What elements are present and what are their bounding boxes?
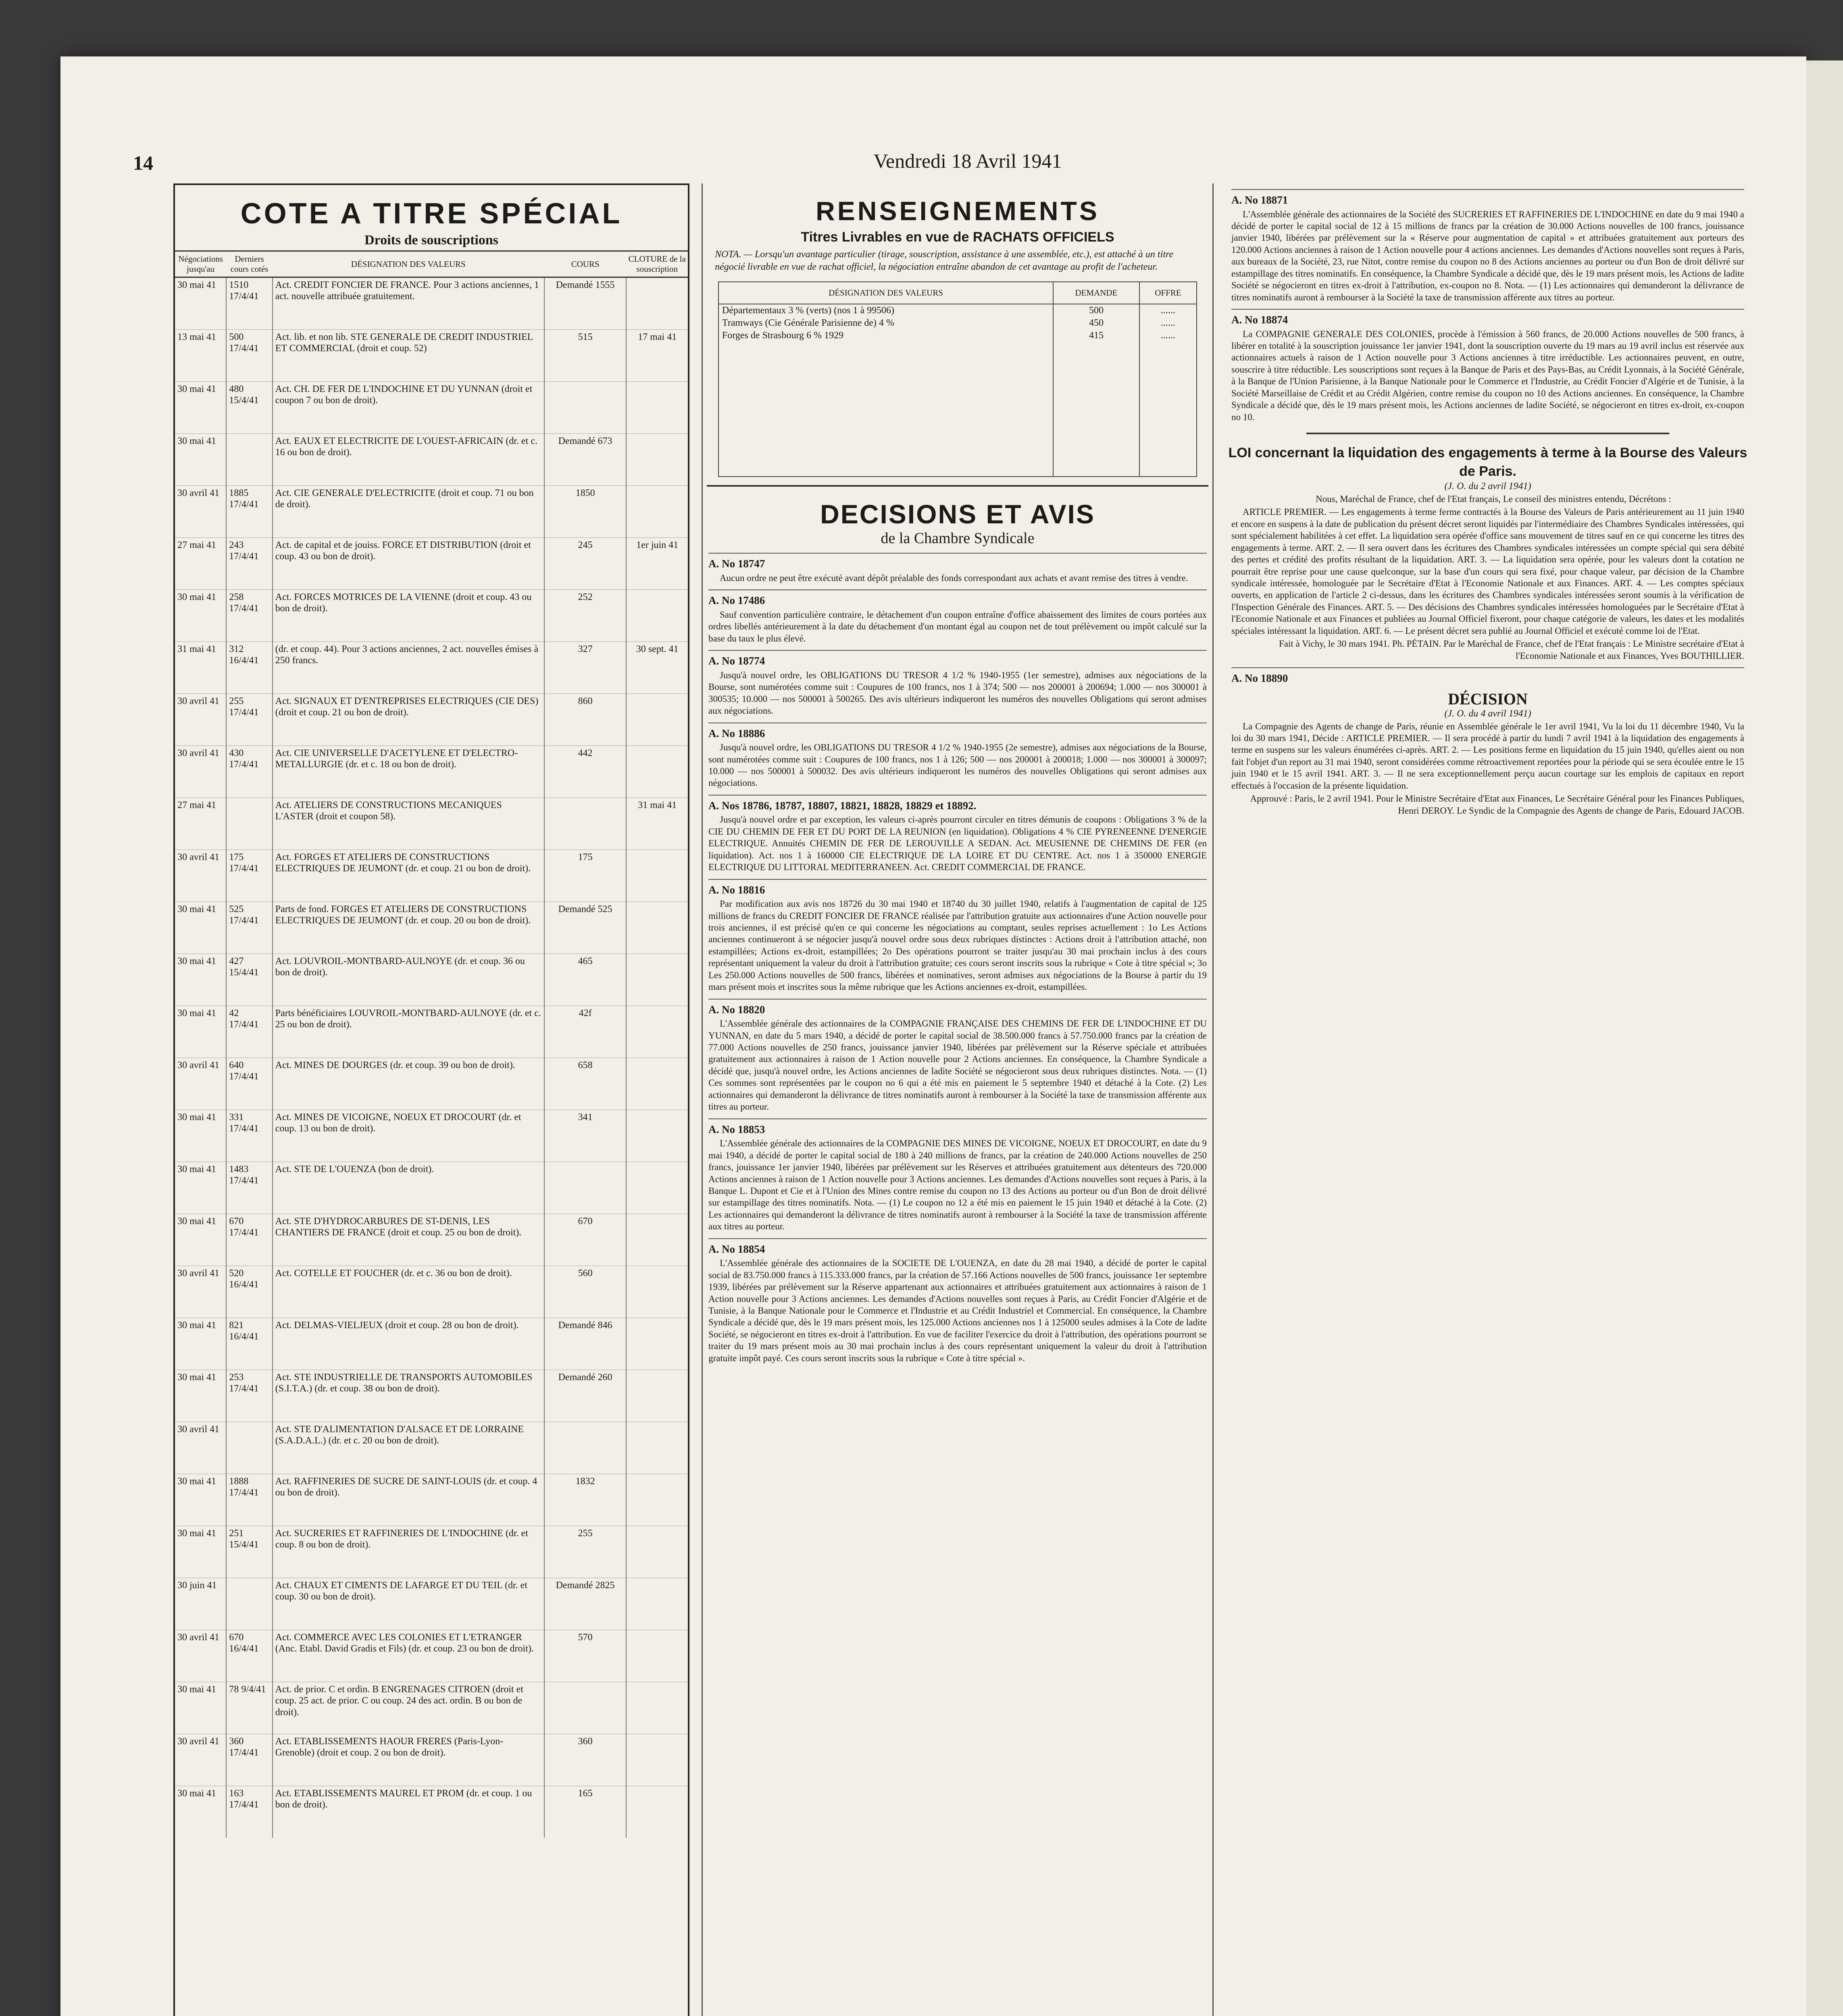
avis-number: A. No 18871: [1231, 189, 1744, 207]
cell-cloture: [626, 1526, 688, 1578]
table-row: [718, 329, 1197, 477]
cell-cours: Demandé 1555: [544, 277, 627, 330]
table-row: [175, 1370, 688, 1422]
cell-cours: [544, 1162, 627, 1214]
table-row: [175, 434, 688, 486]
cell-last: 427 15/4/41: [226, 954, 272, 1006]
cell-name: Act. COTELLE ET FOUCHER (dr. et c. 36 ou bon de droit).: [273, 1266, 544, 1318]
table-row: [175, 954, 688, 1006]
cell-cours: 860: [544, 694, 627, 746]
page-number: 14: [133, 152, 153, 174]
cell-date: 31 mai 41: [175, 642, 226, 694]
cote-subtitle: Droits de souscriptions: [364, 233, 498, 248]
table-row: [175, 1786, 688, 1838]
cell-date: 30 mai 41: [175, 1162, 226, 1214]
table-row: [175, 694, 688, 746]
cell-last: 480 15/4/41: [226, 382, 272, 434]
cell-name: Act. de capital et de jouiss. FORCE ET DISTRIBUTION (droit et coup. 43 ou bon de droit).: [273, 538, 544, 590]
avis-text: Aucun ordre ne peut être exécuté avant dépôt préalable des fonds correspondant aux achats et avant remise des titres à vendre.: [720, 573, 1188, 583]
cell-cours: 658: [544, 1058, 627, 1110]
avis-text: La COMPAGNIE GENERALE DES COLONIES, procède à l'émission à 560 francs, de 20.000 Actions nouvelles de 500 francs, à libérer en totalité à la souscription jouissance 1er janvier 1941, dont la souscription ouverte du 19 mars au 19 avril inclus est réservée aux actionnaires actuels à raison de 1 Action nouvelle pour 3 Actions anciennes à titre irréductible. Les actionnaires peuvent, en outre, souscrire à titre réductible. Les souscriptions sont reçues à la Banque de Paris et des Pays-Bas, au Crédit Lyonnais, à la Société Générale, à la Banque de l'Union Parisienne, à la Banque Nationale pour le Commerce et l'Industrie, au Crédit Foncier d'Algérie et de Tunisie, à la Société Marseillaise de Crédit et au Crédit Algérien, contre remise du coupon no 10 des Actions anciennes. En conséquence, la Chambre Syndicale a décidé que, dès le 19 mars présent mois, les Actions anciennes de ladite Société, se négocieront en titres ex-droit, ex-coupon no 10.: [1231, 329, 1744, 422]
cell-name: Act. CH. DE FER DE L'INDOCHINE ET DU YUNNAN (droit et coupon 7 ou bon de droit).: [273, 382, 544, 434]
cell-date: 30 mai 41: [175, 1006, 226, 1058]
right-column: [1226, 183, 1750, 2016]
cell-name: Act. RAFFINERIES DE SUCRE DE SAINT-LOUIS (dr. et coup. 4 ou bon de droit).: [273, 1474, 544, 1526]
cell-date: 30 mai 41: [175, 434, 226, 486]
cell-cloture: [626, 1214, 688, 1266]
cell-last: 1885 17/4/41: [226, 486, 272, 538]
cell-cours: 1850: [544, 486, 627, 538]
cell-cours: 252: [544, 590, 627, 642]
cell-cours: [544, 1682, 627, 1734]
cell-cours: 1832: [544, 1474, 627, 1526]
cell-date: 30 mai 41: [175, 590, 226, 642]
cell-cours: [544, 382, 627, 434]
cell-date: 30 juin 41: [175, 1578, 226, 1630]
col-header: COURS: [544, 251, 627, 277]
cell-cloture: [626, 1110, 688, 1162]
cell-cours: 42f: [544, 1006, 627, 1058]
cell-cloture: [626, 1474, 688, 1526]
decisions-title: DECISIONS ET AVIS: [820, 499, 1095, 529]
cell-date: 30 mai 41: [175, 1474, 226, 1526]
cell-name: Act. MINES DE VICOIGNE, NOEUX ET DROCOURT (dr. et coup. 13 ou bon de droit).: [273, 1110, 544, 1162]
cell-cours: 360: [544, 1734, 627, 1786]
cell-cloture: [626, 277, 688, 330]
cell-cloture: [626, 1578, 688, 1630]
cell-date: 30 mai 41: [175, 1370, 226, 1422]
col-header: Derniers cours cotés: [226, 251, 272, 277]
cell-date: 30 avril 41: [175, 1422, 226, 1474]
cell-name: Act. STE INDUSTRIELLE DE TRANSPORTS AUTOMOBILES (S.I.T.A.) (dr. et coup. 38 ou bon de droit).: [273, 1370, 544, 1422]
cell-last: 1510 17/4/41: [226, 277, 272, 330]
cell-offre: ......: [1139, 317, 1197, 329]
table-row: [175, 486, 688, 538]
cell-cloture: [626, 1370, 688, 1422]
avis-text: Jusqu'à nouvel ordre, les OBLIGATIONS DU TRESOR 4 1/2 % 1940-1955 (2e semestre), admises aux négociations de la Bourse, sont numérotées comme suit : Coupures de 100 francs, nos 1 à 126; 500 — nos 200001 à 200018; 1.000 — nos 300001 à 300097; 10.000 — nos 500001 à 500032. Des avis ultérieurs indiqueront les numéros des nouvelles Obligations qui seront admises aux négociations.: [708, 742, 1207, 788]
avis-number: A. No 18816: [708, 879, 1207, 897]
cell-cloture: [626, 850, 688, 902]
cell-last: 1888 17/4/41: [226, 1474, 272, 1526]
avis-number: A. No 18747: [708, 553, 1207, 571]
table-row: [175, 1526, 688, 1578]
cell-date: 30 avril 41: [175, 1266, 226, 1318]
cell-date: 30 mai 41: [175, 902, 226, 954]
cell-name: Parts de fond. FORGES ET ATELIERS DE CONSTRUCTIONS ELECTRIQUES DE JEUMONT (dr. et coup. 20 ou bon de droit).: [273, 902, 544, 954]
col-header: DEMANDE: [1053, 282, 1139, 304]
avis-number: A. No 18774: [708, 650, 1207, 668]
table-row: [175, 1318, 688, 1370]
cell-name: Act. ETABLISSEMENTS MAUREL ET PROM (dr. et coup. 1 ou bon de droit).: [273, 1786, 544, 1838]
cell-last: [226, 798, 272, 850]
cell-last: 331 17/4/41: [226, 1110, 272, 1162]
table-row: [718, 317, 1197, 329]
cell-demande: 415: [1053, 329, 1139, 477]
avis-text: L'Assemblée générale des actionnaires de la COMPAGNIE DES MINES DE VICOIGNE, NOEUX ET DROCOURT, en date du 9 mai 1940, a décidé de porter le capital social de 180 à 240 millions de francs, par la création de 240.000 Actions nouvelles de 250 francs, jouissance 1er janvier 1940, libérées par prélèvement sur les Réserves et attribuées gratuitement aux détenteurs des 720.000 Actions anciennes à raison de 1 Action nouvelle pour 3 Actions anciennes. Les demandes d'Actions nouvelles sont reçues à Paris, à la Banque L. Dupont et Cie et à l'Union des Mines contre remise du coupon no 13 des Actions au porteur ou d'un Bon de droit délivré sur estampillage des titres nominatifs. Nota. — (1) Le coupon no 12 a été mis en paiement le 15 juin 1940 et détaché à la Cote. (2) Les actionnaires qui demanderont la délivrance de titres nominatifs auront à rembourser à la Société la taxe de transmission afférente aux titres au porteur.: [708, 1138, 1207, 1232]
decision-title: DÉCISION: [1448, 689, 1528, 708]
cell-cloture: [626, 1422, 688, 1474]
cote-column: [173, 183, 689, 2016]
cell-last: 163 17/4/41: [226, 1786, 272, 1838]
cell-cloture: [626, 694, 688, 746]
cell-cours: Demandé 260: [544, 1370, 627, 1422]
table-row: [175, 1578, 688, 1630]
cell-offre: ......: [1139, 304, 1197, 317]
cell-cloture: [626, 1162, 688, 1214]
cell-last: 1483 17/4/41: [226, 1162, 272, 1214]
avis-number: A. No 18886: [708, 723, 1207, 741]
decision-text: La Compagnie des Agents de change de Paris, réunie en Assemblée générale le 1er avril 1941, Vu la loi du 11 décembre 1940, Vu la loi du 30 mars 1941, Décide : ARTICLE PREMIER. — Il sera procédé à partir du lundi 7 avril 1941 à la liquidation des engagements à terme en suspens sur les valeurs énumérées ci-après. ART. 2. — Les positions ferme en liquidation du 15 juin 1940, qu'elles aient ou non fait l'objet d'un report au 31 mai 1940, seront considérées comme rétroactivement reportées pour la période qui se sera écoulée entre le 15 juin 1940 et le 15 avril 1941. ART. 3. — Il ne sera exceptionnellement perçu aucun courtage sur les emplois de capitaux en report effectués à l'occasion de la présente liquidation.: [1231, 721, 1744, 791]
decisions-subtitle: de la Chambre Syndicale: [881, 530, 1035, 547]
cell-name: Act. SUCRERIES ET RAFFINERIES DE L'INDOCHINE (dr. et coup. 8 ou bon de droit).: [273, 1526, 544, 1578]
cell-last: 78 9/4/41: [226, 1682, 272, 1734]
table-row: [175, 746, 688, 798]
cell-cours: 245: [544, 538, 627, 590]
decision-signature: Approuvé : Paris, le 2 avril 1941. Pour le Ministre Secrétaire d'Etat aux Finances, Le Secrétaire Général pour les Finances Publiques, Henri DEROY. Le Syndic de la Compagnie des Agents de change de Paris, Edouard JACOB.: [1250, 793, 1744, 816]
renseignements-column: [702, 183, 1214, 2016]
cell-cours: 560: [544, 1266, 627, 1318]
cell-name: Act. STE D'HYDROCARBURES DE ST-DENIS, LES CHANTIERS DE FRANCE (droit et coup. 25 ou bon de droit).: [273, 1214, 544, 1266]
cell-last: [226, 1422, 272, 1474]
avis-number: A. No 18820: [708, 999, 1207, 1017]
cell-date: 30 mai 41: [175, 277, 226, 330]
right-avis-list: [1226, 189, 1750, 423]
cell-date: 30 avril 41: [175, 1630, 226, 1682]
cell-date: 30 avril 41: [175, 850, 226, 902]
next-page-edge: [1806, 60, 1843, 2016]
cell-cloture: [626, 902, 688, 954]
table-row: [175, 1058, 688, 1110]
table-row: [175, 1214, 688, 1266]
avis-number: A. No 18853: [708, 1118, 1207, 1137]
page-date: Vendredi 18 Avril 1941: [873, 150, 1062, 172]
cell-cours: 442: [544, 746, 627, 798]
col-header: DÉSIGNATION DES VALEURS: [273, 251, 544, 277]
table-row: [175, 1630, 688, 1682]
avis-text: L'Assemblée générale des actionnaires de la Société des SUCRERIES ET RAFFINERIES DE L'INDOCHINE en date du 9 mai 1940 a décidé de porter le capital social de 12 à 15 millions de francs par la création de 30.000 Actions nouvelles de 100 francs, jouissance janvier 1940, libérées par prélèvement sur la « Réserve pour augmentation de capital » et attribuées gratuitement aux porteurs des 120.000 Actions anciennes à raison de 1 Action nouvelle pour 4 actions anciennes. Les demandes d'Actions nouvelles sont reçues à Paris, aux bureaux de la Société, 23, rue Nitot, contre remise du coupon no 8 des Actions anciennes au porteur ou d'un Bon de droit délivré sur estampillage des titres nominatifs. En conséquence, la Chambre Syndicale a décidé que, dès le 19 mars présent mois, les Actions de ladite Société se négocieront en titres ex-droit à l'attribution, ex-coupon no 8. Nota. — (1) Les actionnaires qui demanderont la délivrance de titres nominatifs auront à rembourser à la Société la taxe de transmission afférente aux titres au porteur.: [1231, 209, 1744, 302]
cell-date: 30 mai 41: [175, 1318, 226, 1370]
cell-cours: 670: [544, 1214, 627, 1266]
cell-name: Act. EAUX ET ELECTRICITE DE L'OUEST-AFRICAIN (dr. et c. 16 ou bon de droit).: [273, 434, 544, 486]
cell-cloture: 31 mai 41: [626, 798, 688, 850]
cell-name: Act. STE DE L'OUENZA (bon de droit).: [273, 1162, 544, 1214]
table-row: [175, 850, 688, 902]
cell-name: Act. CHAUX ET CIMENTS DE LAFARGE ET DU TEIL (dr. et coup. 30 ou bon de droit).: [273, 1578, 544, 1630]
cell-cloture: [626, 1682, 688, 1734]
cell-cloture: [626, 486, 688, 538]
cell-date: 30 avril 41: [175, 1734, 226, 1786]
cell-name: Act. STE D'ALIMENTATION D'ALSACE ET DE LORRAINE (S.A.D.A.L.) (dr. et c. 20 ou bon de droit).: [273, 1422, 544, 1474]
rachats-table: [718, 281, 1197, 477]
cell-name: Act. de prior. C et ordin. B ENGRENAGES CITROEN (droit et coup. 25 act. de prior. C ou coup. 24 des act. ordin. B ou bon de droit).: [273, 1682, 544, 1734]
avis-text: Jusqu'à nouvel ordre et par exception, les valeurs ci-après pourront circuler en titres démunis de coupons : Obligations 3 % de la CIE DU CHEMIN DE FER ET DU PORT DE LA REUNION (en liquidation). Obligations 4 % CIE PYRENEENNE D'ENERGIE ELECTRIQUE. Annuités CHEMIN DE FER DE LEROUVILLE A SEDAN. Act. MEUSIENNE DE CHEMINS DE FER (en liquidation). Act. nos 1 à 160000 CIE ELECTRIQUE DE LA LOIRE ET DU CENTRE. Act. nos 1 à 350000 ENERGIE ELECTRIQUE DU LITTORAL MEDITERRANEEN. Act. CREDIT COMMERCIAL DE FRANCE.: [708, 814, 1207, 873]
cell-name: Act. ATELIERS DE CONSTRUCTIONS MECANIQUES L'ASTER (droit et coupon 58).: [273, 798, 544, 850]
cell-last: 640 17/4/41: [226, 1058, 272, 1110]
cell-last: 253 17/4/41: [226, 1370, 272, 1422]
cell-name: Parts bénéficiaires LOUVROIL-MONTBARD-AULNOYE (dr. et c. 25 ou bon de droit).: [273, 1006, 544, 1058]
cell-cloture: [626, 1266, 688, 1318]
cell-date: 30 mai 41: [175, 382, 226, 434]
cell-last: 258 17/4/41: [226, 590, 272, 642]
cell-cloture: [626, 1786, 688, 1838]
cell-date: 13 mai 41: [175, 330, 226, 382]
cell-name: Act. CIE GENERALE D'ELECTRICITE (droit et coup. 71 ou bon de droit).: [273, 486, 544, 538]
renseignements-title: RENSEIGNEMENTS: [816, 196, 1100, 226]
cell-date: 27 mai 41: [175, 798, 226, 850]
table-row: [175, 538, 688, 590]
cell-last: 243 17/4/41: [226, 538, 272, 590]
cell-cours: 327: [544, 642, 627, 694]
table-row: [175, 277, 688, 330]
table-row: [718, 304, 1197, 317]
cell-cours: Demandé 2825: [544, 1578, 627, 1630]
cell-cours: 515: [544, 330, 627, 382]
loi-source: (J. O. du 2 avril 1941): [1444, 481, 1531, 492]
cell-name: Départementaux 3 % (verts) (nos 1 à 99506): [718, 304, 1053, 317]
cell-cloture: [626, 1630, 688, 1682]
cell-cours: Demandé 846: [544, 1318, 627, 1370]
table-row: [175, 902, 688, 954]
cell-cloture: [626, 382, 688, 434]
cell-last: 520 16/4/41: [226, 1266, 272, 1318]
table-row: [175, 330, 688, 382]
cell-cours: 465: [544, 954, 627, 1006]
cell-date: 27 mai 41: [175, 538, 226, 590]
cell-cloture: [626, 1318, 688, 1370]
cell-cloture: [626, 746, 688, 798]
table-row: [175, 1006, 688, 1058]
cell-cloture: 1er juin 41: [626, 538, 688, 590]
cell-name: Act. FORGES ET ATELIERS DE CONSTRUCTIONS ELECTRIQUES DE JEUMONT (dr. et coup. 21 ou bon de droit).: [273, 850, 544, 902]
cell-cloture: [626, 1058, 688, 1110]
cell-last: 312 16/4/41: [226, 642, 272, 694]
cell-last: 360 17/4/41: [226, 1734, 272, 1786]
table-row: [175, 1422, 688, 1474]
avis-number: A. Nos 18786, 18787, 18807, 18821, 18828, 18829 et 18892.: [708, 795, 1207, 813]
cell-name: Act. SIGNAUX ET D'ENTREPRISES ELECTRIQUES (CIE DES) (droit et coup. 21 ou bon de droit).: [273, 694, 544, 746]
cell-name: Act. CIE UNIVERSELLE D'ACETYLENE ET D'ELECTRO-METALLURGIE (dr. et c. 18 ou bon de droit).: [273, 746, 544, 798]
cell-cours: Demandé 525: [544, 902, 627, 954]
cell-last: 500 17/4/41: [226, 330, 272, 382]
cell-cours: 570: [544, 1630, 627, 1682]
cell-cloture: [626, 1734, 688, 1786]
col-header: CLOTURE de la souscription: [626, 251, 688, 277]
cell-cloture: [626, 954, 688, 1006]
cell-name: Act. DELMAS-VIELJEUX (droit et coup. 28 ou bon de droit).: [273, 1318, 544, 1370]
table-row: [175, 590, 688, 642]
avis-number: A. No 18854: [708, 1238, 1207, 1256]
cell-last: 255 17/4/41: [226, 694, 272, 746]
renseignements-subtitle: Titres Livrables en vue de RACHATS OFFICIELS: [801, 229, 1114, 245]
cell-date: 30 avril 41: [175, 486, 226, 538]
cell-date: 30 mai 41: [175, 1682, 226, 1734]
cell-cours: [544, 1422, 627, 1474]
cell-offre: ......: [1139, 329, 1197, 477]
cell-date: 30 avril 41: [175, 694, 226, 746]
cell-name: Act. lib. et non lib. STE GENERALE DE CREDIT INDUSTRIEL ET COMMERCIAL (droit et coup. 52): [273, 330, 544, 382]
cell-demande: 450: [1053, 317, 1139, 329]
cell-name: Forges de Strasbourg 6 % 1929: [718, 329, 1053, 477]
cell-cours: 165: [544, 1786, 627, 1838]
avis-number: A. No 17486: [708, 589, 1207, 608]
avis-text: L'Assemblée générale des actionnaires de la SOCIETE DE L'OUENZA, en date du 28 mai 1940, a décidé de porter le capital social de 83.750.000 francs à 115.333.000 francs, par la création de 57.166 Actions nouvelles de 500 francs, jouissance 1er septembre 1939, libérées par prélèvement sur la Réserve appartenant aux actionnaires et attribuées gratuitement aux actionnaires à raison de 1 Action nouvelle pour 3 Actions anciennes. Les demandes d'Actions nouvelles sont reçues à Paris, au Crédit Foncier d'Algérie et de Tunisie, à la Banque Nationale pour le Commerce et l'Industrie et au Crédit Industriel et Commercial. En conséquence, la Chambre Syndicale a décidé que, dès le 19 mars présent mois, les 125.000 Actions anciennes nos 1 à 125000 seules admises à la Cote de ladite Société, se négocieront en titres ex-droit à l'attribution. En vue de faciliter l'exercice du droit à l'attribution, des opérations pourront se traiter du 19 mars présent mois au 30 mai prochain inclus à des cours représentant uniquement la valeur du droit à l'attribution gratuite impôt payé. Ces cours seront inscrits sous la rubrique « Cote à titre spécial ».: [708, 1258, 1207, 1363]
table-row: [175, 798, 688, 850]
avis-text: Jusqu'à nouvel ordre, les OBLIGATIONS DU TRESOR 4 1/2 % 1940-1955 (1er semestre), admises aux négociations de la Bourse, sont numérotées comme suit : Coupures de 100 francs, nos 1 à 374; 500 — nos 200001 à 200694; 1.000 — nos 300001 à 300535; 10.000 — nos 500001 à 500265. Des avis ultérieurs indiqueront les numéros des nouvelles Obligations qui seront admises aux négociations.: [708, 670, 1207, 716]
cell-date: 30 avril 41: [175, 746, 226, 798]
cell-name: Act. MINES DE DOURGES (dr. et coup. 39 ou bon de droit).: [273, 1058, 544, 1110]
cell-last: 430 17/4/41: [226, 746, 272, 798]
col-header: Négociations jusqu'au: [175, 251, 226, 277]
cote-table: [175, 250, 688, 1838]
cell-date: 30 mai 41: [175, 954, 226, 1006]
col-header: OFFRE: [1139, 282, 1197, 304]
cell-last: 251 15/4/41: [226, 1526, 272, 1578]
avis-number: A. No 18890: [1231, 667, 1744, 685]
avis-text: Sauf convention particulière contraire, le détachement d'un coupon entraîne d'office abaissement des limites de cours portées aux ordres libellés antérieurement à la date du détachement d'un montant égal au coupon net de tout prélèvement ou impôt calculé sur la base du taux le plus élevé.: [708, 609, 1207, 644]
cell-cours: 341: [544, 1110, 627, 1162]
loi-title: LOI concernant la liquidation des engagements à terme à la Bourse des Valeurs de Paris.: [1228, 445, 1747, 479]
cell-last: [226, 1578, 272, 1630]
cell-name: Act. FORCES MOTRICES DE LA VIENNE (droit et coup. 43 ou bon de droit).: [273, 590, 544, 642]
table-row: [175, 382, 688, 434]
decisions-list: [703, 553, 1212, 1364]
avis-text: L'Assemblée générale des actionnaires de la COMPAGNIE FRANÇAISE DES CHEMINS DE FER DE L'INDOCHINE ET DU YUNNAN, en date du 5 mars 1940, a décidé de porter le capital social de 38.500.000 francs à 57.750.000 francs par la création de 77.000 Actions nouvelles de 250 francs, jouissance janvier 1940, libérées par prélèvement sur la Réserve spéciale et attribuées gratuitement aux actionnaires à raison de 1 Action nouvelle pour 2 Actions anciennes. En conséquence, la Chambre Syndicale a décidé que, jusqu'à nouvel ordre, les Actions anciennes de ladite Société se négocieront sous deux rubriques distinctes. Nota. — (1) Ces sommes sont représentées par le coupon no 6 qui a été mis en paiement le 5 septembre 1940 et détaché à la Cote. (2) Les actionnaires qui demanderont la délivrance de titres nominatifs auront à rembourser à la Société la taxe de transmission afférente aux titres au porteur.: [708, 1018, 1207, 1112]
cell-date: 30 avril 41: [175, 1058, 226, 1110]
cell-name: Act. LOUVROIL-MONTBARD-AULNOYE (dr. et coup. 36 ou bon de droit).: [273, 954, 544, 1006]
avis-text: Par modification aux avis nos 18726 du 30 mai 1940 et 18740 du 30 juillet 1940, relatifs à l'augmentation de capital de 125 millions de francs du CREDIT FONCIER DE FRANCE réalisée par l'attribution gratuite aux actionnaires d'une Action nouvelle pour trois anciennes, il est précisé qu'en ce qui concerne les négociations au comptant, seules reprises actuellement : 1o Les Actions anciennes continueront à se négocier jusqu'à nouvel ordre sous deux rubriques distinctes : Actions droit à l'attribution attaché, non estampillées; Actions ex-droit, estampillées; 2o Des opérations pourront se traiter jusqu'au 30 mai prochain inclus à des cours représentant uniquement la valeur du droit à l'attribution gratuite; ces cours seront inscrits sous la rubrique « Cote à titre spécial »; 3o Les 250.000 Actions nouvelles de 500 francs, libérées et nominatives, seront admises aux négociations de la Bourse à partir du 19 mars présent mois et inscrites sous la même rubrique que les Actions anciennes ex-droit, estampillées.: [708, 899, 1207, 992]
cell-cloture: 17 mai 41: [626, 330, 688, 382]
cell-cloture: [626, 1006, 688, 1058]
renseignements-nota: NOTA. — Lorsqu'un avantage particulier (tirage, souscription, assistance à une assemblée, etc.), est attaché à un titre négocié livrable en vue de rachat officiel, la négociation entraîne abandon de cet avantage au profit de l'acheteur.: [715, 249, 1174, 273]
cell-last: 42 17/4/41: [226, 1006, 272, 1058]
cell-date: 30 mai 41: [175, 1110, 226, 1162]
cell-last: 525 17/4/41: [226, 902, 272, 954]
cote-title: COTE A TITRE SPÉCIAL: [240, 198, 623, 230]
cell-last: 670 16/4/41: [226, 1630, 272, 1682]
table-row: [175, 642, 688, 694]
cell-last: [226, 434, 272, 486]
cell-cours: 255: [544, 1526, 627, 1578]
loi-text: ARTICLE PREMIER. — Les engagements à terme ferme contractés à la Bourse des Valeurs de Paris antérieurement au 11 juin 1940 et encore en suspens à la date de publication du présent décret seront liquidés par l'intermédiaire des Chambres Syndicales intéressées, qui sont spécialement habilitées à cet effet. La liquidation sera opérée d'office sans mouvement de titres sauf en ce qui concerne les titres des engagements à terme. ART. 2. — Il sera ouvert dans les écritures des Chambres syndicales intéressées un compte spécial qui sera débité des pertes et crédité des profits résultant de la liquidation. ART. 3. — La liquidation sera opérée, pour les valeurs dont la cotation ne pourrait être reprise pour une cause quelconque, sur la base d'un cours qui sera fixé, pour chaque valeur, par décision de la Chambre syndicale intéressée, homologuée par le Secrétaire d'Etat à l'Economie Nationale et aux Finances. ART. 4. — Les comptes spéciaux ouverts, en application de l'article 2 ci-dessus, dans les écritures des Chambres syndicales intéressées seront soumis à la vérification de l'Inspection Générale des Finances. ART. 5. — Des décisions des Chambres syndicales intéressées homologuées par le Secrétaire d'Etat à l'Economie Nationale et aux Finances et publiées au Journal Officiel fixeront, pour chaque catégorie de valeurs, les dates et les modalités spéciales intéressant la liquidation. ART. 6. — Le présent décret sera publié au Journal Officiel et exécuté comme loi de l'Etat.: [1231, 507, 1744, 636]
cell-cloture: [626, 434, 688, 486]
cell-cours: 175: [544, 850, 627, 902]
table-row: [175, 1682, 688, 1734]
cell-last: 175 17/4/41: [226, 850, 272, 902]
cell-name: Tramways (Cie Générale Parisienne de) 4 %: [718, 317, 1053, 329]
cell-name: Act. COMMERCE AVEC LES COLONIES ET L'ETRANGER (Anc. Etabl. David Gradis et Fils) (dr. et coup. 23 ou bon de droit).: [273, 1630, 544, 1682]
cell-date: 30 mai 41: [175, 1214, 226, 1266]
cell-cloture: [626, 590, 688, 642]
cell-name: (dr. et coup. 44). Pour 3 actions anciennes, 2 act. nouvelles émises à 250 francs.: [273, 642, 544, 694]
cell-date: 30 mai 41: [175, 1526, 226, 1578]
table-row: [175, 1162, 688, 1214]
loi-signature: Fait à Vichy, le 30 mars 1941. Ph. PÉTAIN. Par le Maréchal de France, chef de l'Etat français : Le Ministre secrétaire d'Etat à l'Economie Nationale et aux Finances, Yves BOUTHILLIER.: [1279, 639, 1744, 661]
cell-date: 30 mai 41: [175, 1786, 226, 1838]
table-row: [175, 1110, 688, 1162]
decision-source: (J. O. du 4 avril 1941): [1444, 708, 1531, 719]
cell-cours: Demandé 673: [544, 434, 627, 486]
cell-last: 670 17/4/41: [226, 1214, 272, 1266]
cell-cours: [544, 798, 627, 850]
cell-name: Act. CREDIT FONCIER DE FRANCE. Pour 3 actions anciennes, 1 act. nouvelle attribuée gratuitement.: [273, 277, 544, 330]
col-header: DÉSIGNATION DES VALEURS: [718, 282, 1053, 304]
cell-cloture: 30 sept. 41: [626, 642, 688, 694]
cell-last: 821 16/4/41: [226, 1318, 272, 1370]
avis-number: A. No 18874: [1231, 309, 1744, 327]
cell-demande: 500: [1053, 304, 1139, 317]
table-row: [175, 1474, 688, 1526]
loi-intro: Nous, Maréchal de France, chef de l'Etat français, Le conseil des ministres entendu, Décrétons :: [1316, 494, 1671, 504]
table-row: [175, 1266, 688, 1318]
table-row: [175, 1734, 688, 1786]
cell-name: Act. ETABLISSEMENTS HAOUR FRERES (Paris-Lyon-Grenoble) (droit et coup. 2 ou bon de droit).: [273, 1734, 544, 1786]
